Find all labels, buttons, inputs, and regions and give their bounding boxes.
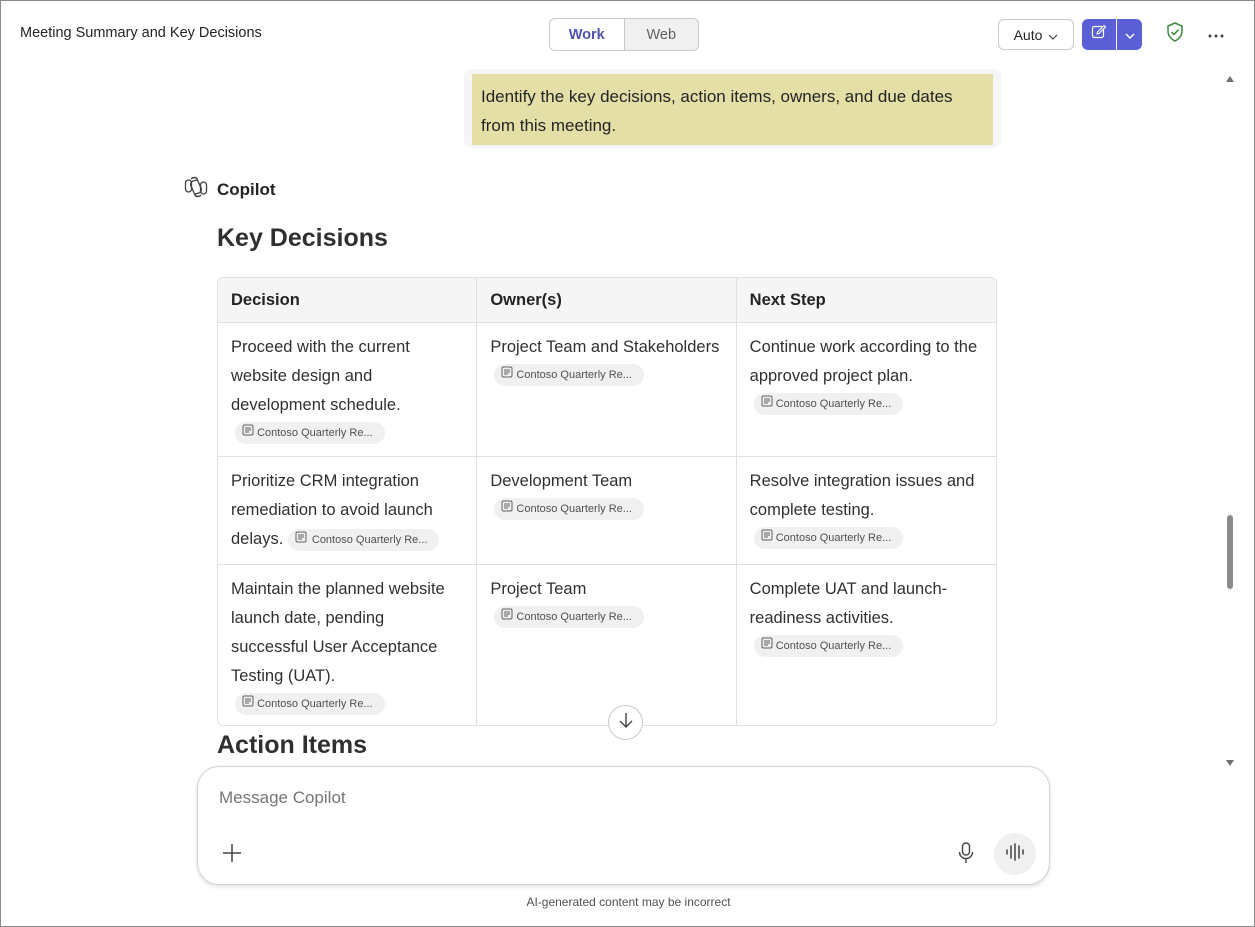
citation-chip[interactable] — [754, 527, 904, 549]
document-icon — [501, 369, 513, 381]
citation-chip[interactable] — [288, 529, 440, 551]
transcript-scrollbar[interactable] — [1223, 67, 1237, 767]
citation-label: Contoso Quarterly Re... — [775, 532, 892, 544]
owner-cell — [477, 323, 736, 457]
microphone-icon — [958, 842, 974, 869]
document-icon — [295, 529, 307, 551]
citation-label: Contoso Quarterly Re... — [516, 611, 632, 623]
citation-chip[interactable] — [494, 606, 644, 628]
citation-label: Contoso Quarterly Re... — [257, 427, 373, 439]
column-header-next-step: Next Step — [737, 278, 996, 323]
user-message-bubble — [464, 69, 1001, 148]
citation-label: Contoso Quarterly Re... — [775, 398, 892, 410]
chat-transcript — [1, 67, 1226, 767]
work-web-toggle — [549, 18, 699, 51]
ellipsis-icon — [1208, 25, 1224, 43]
action-items-heading: Action Items — [217, 731, 368, 759]
citation-label: Contoso Quarterly Re... — [311, 533, 428, 546]
key-decisions-table — [217, 277, 997, 726]
document-icon — [242, 698, 254, 710]
document-icon — [761, 532, 773, 544]
document-icon — [242, 427, 254, 439]
citation-label: Contoso Quarterly Re... — [775, 640, 892, 652]
chevron-down-icon — [1048, 27, 1058, 43]
next-step-cell — [737, 565, 996, 725]
document-icon — [761, 398, 773, 410]
document-icon — [501, 611, 513, 623]
document-icon — [761, 640, 773, 652]
citation-chip[interactable] — [754, 393, 904, 415]
next-step-text: Complete UAT and launch-readiness activities. — [749, 580, 948, 627]
table-row — [218, 565, 996, 725]
decision-text: Maintain the planned website launch date, pending successful User Acceptance Testing (UAT). — [231, 580, 445, 685]
copilot-logo-icon — [184, 176, 208, 203]
citation-label: Contoso Quarterly Re... — [257, 698, 373, 710]
decision-text: Proceed with the current website design and development schedule. — [231, 338, 410, 414]
owner-cell — [477, 457, 736, 565]
next-step-cell — [737, 323, 996, 457]
citation-chip[interactable] — [235, 693, 385, 715]
ai-disclaimer: AI-generated content may be incorrect — [526, 895, 731, 909]
decision-cell — [218, 457, 477, 565]
column-header-owners: Owner(s) — [477, 278, 736, 323]
decision-cell — [218, 323, 477, 457]
more-options-button[interactable] — [1205, 23, 1227, 45]
scroll-to-bottom-button[interactable] — [608, 705, 643, 740]
user-message-text: Identify the key decisions, action items, owners, and due dates from this meeting. — [472, 74, 993, 145]
voice-mode-button[interactable] — [994, 833, 1036, 875]
shield-check-icon — [1166, 22, 1184, 47]
model-selector-button[interactable] — [998, 19, 1074, 50]
model-selector-label: Auto — [1013, 26, 1043, 43]
plus-icon — [222, 843, 242, 868]
microphone-button[interactable] — [954, 843, 978, 867]
document-icon — [501, 503, 513, 515]
owner-text: Project Team and Stakeholders — [490, 338, 720, 356]
table-header-row — [218, 278, 996, 323]
new-chat-button[interactable] — [1082, 19, 1116, 50]
message-composer — [197, 766, 1050, 885]
citation-chip[interactable] — [754, 635, 904, 657]
table-row — [218, 323, 996, 457]
next-step-text: Resolve integration issues and complete testing. — [749, 472, 975, 519]
waveform-icon — [1006, 843, 1024, 866]
add-attachment-button[interactable] — [220, 843, 244, 867]
column-header-decision: Decision — [218, 278, 477, 323]
citation-chip[interactable] — [235, 422, 385, 444]
assistant-name: Copilot — [217, 179, 276, 199]
decision-cell — [218, 565, 477, 725]
owner-cell — [477, 565, 736, 725]
citation-chip[interactable] — [494, 364, 644, 386]
table-row — [218, 457, 996, 565]
message-input[interactable] — [219, 788, 919, 808]
next-step-text: Continue work according to the approved project plan. — [749, 338, 978, 385]
citation-label: Contoso Quarterly Re... — [516, 503, 632, 515]
protection-shield-button[interactable] — [1164, 23, 1186, 45]
key-decisions-heading: Key Decisions — [217, 224, 388, 252]
compose-icon — [1091, 24, 1107, 45]
scrollbar-thumb[interactable] — [1227, 515, 1233, 589]
tab-web[interactable]: Web — [646, 26, 677, 43]
citation-chip[interactable] — [494, 498, 644, 520]
next-step-cell — [737, 457, 996, 565]
conversation-title: Meeting Summary and Key Decisions — [20, 25, 262, 41]
decision-text: Prioritize CRM integration remediation to avoid launch delays. — [231, 472, 433, 548]
assistant-header — [184, 176, 276, 203]
scroll-down-arrow-icon[interactable] — [1226, 753, 1234, 771]
tab-work[interactable]: Work — [550, 19, 625, 50]
citation-label: Contoso Quarterly Re... — [516, 369, 632, 381]
new-chat-dropdown-button[interactable] — [1117, 19, 1142, 50]
owner-text: Project Team — [490, 580, 587, 598]
arrow-down-icon — [618, 711, 634, 734]
chevron-down-icon — [1125, 26, 1135, 44]
owner-text: Development Team — [490, 472, 633, 490]
header-bar — [1, 1, 1254, 67]
scroll-up-arrow-icon[interactable] — [1226, 69, 1234, 87]
